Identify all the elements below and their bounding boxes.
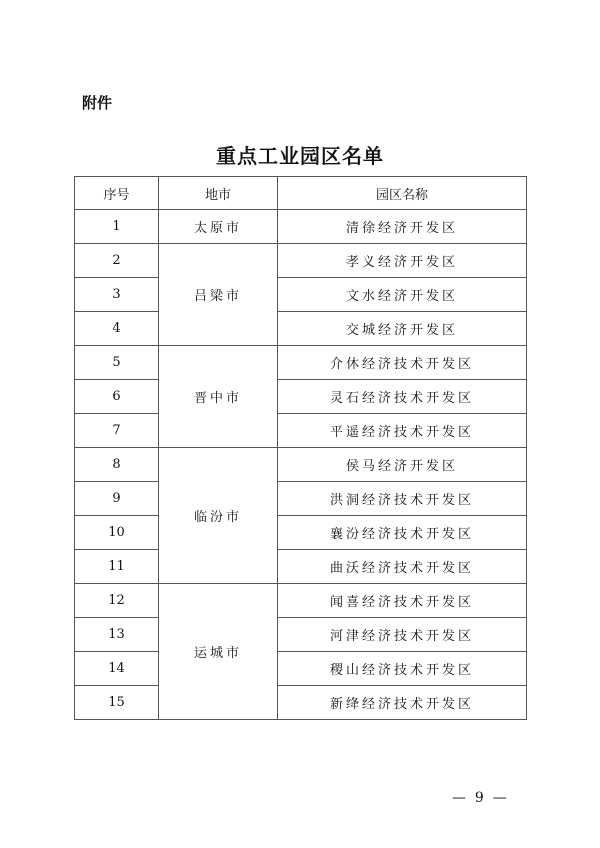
table-row <box>75 550 527 584</box>
industrial-parks-table <box>74 176 527 720</box>
table-row <box>75 210 527 244</box>
row-number: 14 <box>75 652 159 686</box>
table-row <box>75 278 527 312</box>
table-row <box>75 584 527 618</box>
row-number: 10 <box>75 516 159 550</box>
city-cell: 太原市 <box>159 210 278 244</box>
park-name: 灵石经济技术开发区 <box>278 380 527 414</box>
row-number: 11 <box>75 550 159 584</box>
park-name: 稷山经济技术开发区 <box>278 652 527 686</box>
table-row <box>75 618 527 652</box>
park-name: 闻喜经济技术开发区 <box>278 584 527 618</box>
page-number: — 9 — <box>452 790 507 806</box>
park-name: 介休经济技术开发区 <box>278 346 527 380</box>
table-row <box>75 482 527 516</box>
row-number: 9 <box>75 482 159 516</box>
row-number: 15 <box>75 686 159 720</box>
page-title: 重点工业园区名单 <box>216 144 384 168</box>
park-name: 清徐经济开发区 <box>278 210 527 244</box>
park-name: 河津经济技术开发区 <box>278 618 527 652</box>
table-row <box>75 346 527 380</box>
row-number: 2 <box>75 244 159 278</box>
park-name: 曲沃经济技术开发区 <box>278 550 527 584</box>
column-header-park: 园区名称 <box>278 177 527 210</box>
park-name: 新绛经济技术开发区 <box>278 686 527 720</box>
table-row <box>75 414 527 448</box>
table-row <box>75 652 527 686</box>
park-name: 文水经济开发区 <box>278 278 527 312</box>
attachment-label: 附件 <box>82 94 113 112</box>
row-number: 5 <box>75 346 159 380</box>
column-header-no: 序号 <box>75 177 159 210</box>
city-cell: 临汾市 <box>159 448 278 584</box>
city-cell: 晋中市 <box>159 346 278 448</box>
row-number: 12 <box>75 584 159 618</box>
row-number: 6 <box>75 380 159 414</box>
row-number: 13 <box>75 618 159 652</box>
table-row <box>75 380 527 414</box>
park-name: 襄汾经济技术开发区 <box>278 516 527 550</box>
city-cell: 运城市 <box>159 584 278 720</box>
park-name: 交城经济开发区 <box>278 312 527 346</box>
table-header-row <box>75 177 527 210</box>
table-row <box>75 312 527 346</box>
table-row <box>75 686 527 720</box>
city-cell: 吕梁市 <box>159 244 278 346</box>
park-name: 孝义经济开发区 <box>278 244 527 278</box>
column-header-city: 地市 <box>159 177 278 210</box>
row-number: 4 <box>75 312 159 346</box>
park-name: 平遥经济技术开发区 <box>278 414 527 448</box>
table-row <box>75 244 527 278</box>
row-number: 7 <box>75 414 159 448</box>
row-number: 3 <box>75 278 159 312</box>
row-number: 1 <box>75 210 159 244</box>
table-row <box>75 448 527 482</box>
park-name: 洪洞经济技术开发区 <box>278 482 527 516</box>
table-row <box>75 516 527 550</box>
park-name: 侯马经济开发区 <box>278 448 527 482</box>
row-number: 8 <box>75 448 159 482</box>
